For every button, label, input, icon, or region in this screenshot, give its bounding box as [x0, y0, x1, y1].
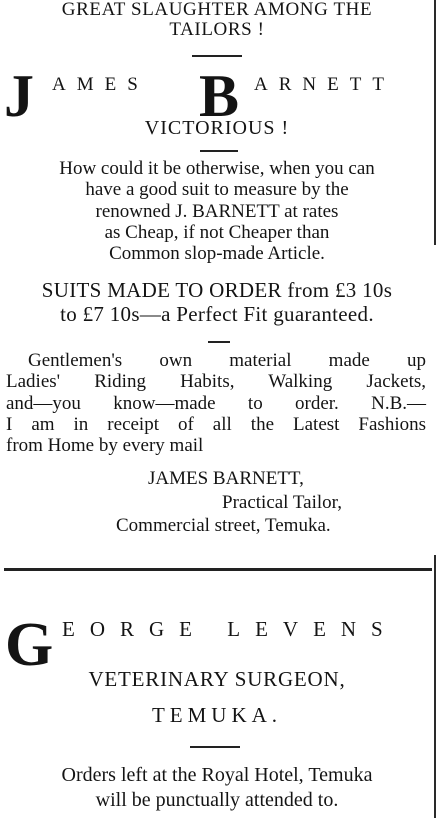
- suits-line-1: SUITS MADE TO ORDER from £3 10s: [41, 278, 393, 302]
- drop-cap-g: G: [5, 611, 54, 679]
- town-heading: TEMUKA.: [151, 703, 283, 727]
- gentlemen-line-4: I am in receipt of all the Latest Fashions: [6, 413, 426, 435]
- column-rule-top: [434, 0, 436, 245]
- suits-offer: [0, 278, 434, 326]
- drop-cap-b: B: [199, 63, 240, 129]
- gentlemen-line-2: Ladies' Riding Habits, Walking Jackets,: [6, 371, 426, 393]
- gentlemen-line-3: and—you know—made to order. N.B.—: [6, 392, 426, 414]
- intro-line-2: have a good suit to measure by the: [85, 179, 349, 201]
- headline-line-1: GREAT SLAUGHTER AMONG THE: [61, 0, 373, 20]
- intro-paragraph: [0, 158, 434, 264]
- victorious-rule: [200, 150, 238, 152]
- suits-rule: [208, 341, 230, 343]
- victorious-heading: VICTORIOUS !: [144, 117, 290, 139]
- signature-name: JAMES BARNETT,: [148, 468, 304, 489]
- first-name-rest: AMES: [52, 74, 149, 95]
- orders-line-2: will be punctually attended to.: [95, 789, 339, 811]
- orders-notice: [0, 763, 434, 813]
- headline: [0, 0, 434, 40]
- gentlemen-line-5: from Home by every mail: [6, 435, 204, 457]
- gentlemen-line-1: Gentlemen's own material made up: [28, 350, 426, 371]
- signature-title: Practical Tailor,: [222, 492, 342, 513]
- intro-line-1: How could it be otherwise, when you can: [59, 158, 375, 179]
- headline-rule: [192, 55, 242, 57]
- intro-line-4: as Cheap, if not Cheaper than: [104, 221, 330, 243]
- drop-cap-j: J: [4, 63, 34, 129]
- profession-heading: VETERINARY SURGEON,: [88, 667, 346, 691]
- intro-line-5: Common slop-made Article.: [109, 243, 325, 265]
- headline-line-2: TAILORS !: [169, 19, 265, 40]
- suits-line-2: to £7 10s—a Perfect Fit guaranteed.: [60, 302, 374, 326]
- gentlemen-paragraph: [6, 350, 426, 456]
- town-rule: [190, 746, 240, 748]
- levens-name-rest: EORGE LEVENS: [62, 617, 398, 641]
- last-name-rest: ARNETT: [254, 74, 395, 95]
- intro-line-3: renowned J. BARNETT at rates: [95, 200, 339, 222]
- signature-address: Commercial street, Temuka.: [116, 515, 331, 536]
- orders-line-1: Orders left at the Royal Hotel, Temuka: [61, 764, 373, 786]
- advert-divider: [4, 568, 432, 571]
- column-rule-bottom: [434, 555, 436, 818]
